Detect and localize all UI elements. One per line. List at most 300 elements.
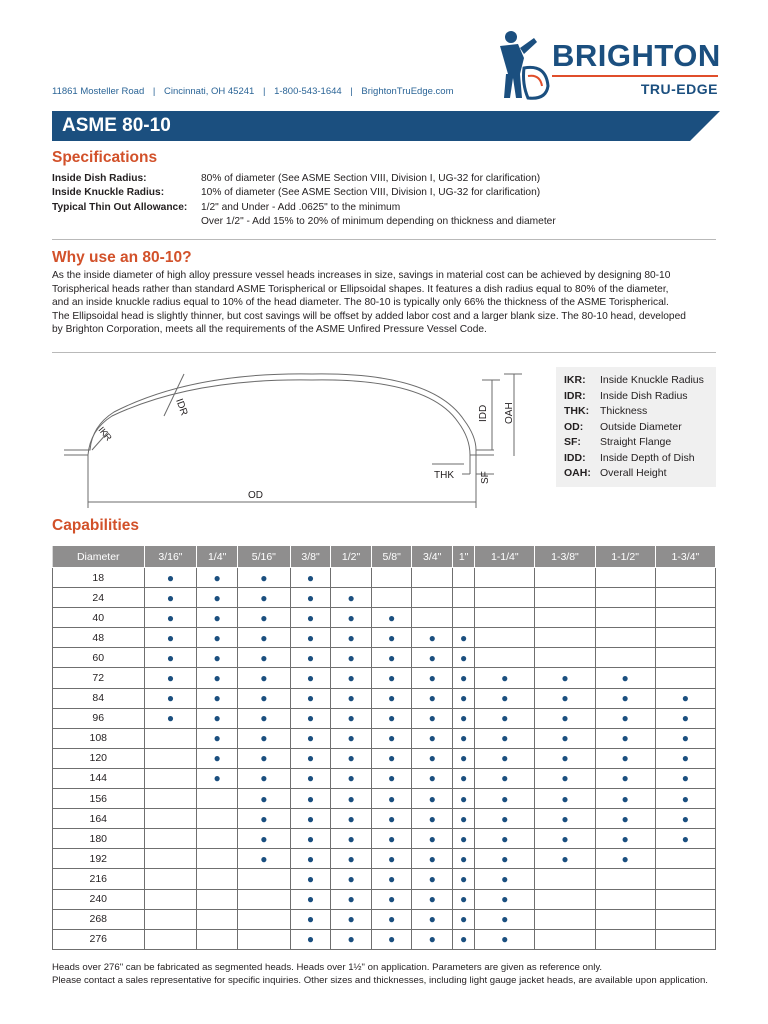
empty-cell: [412, 608, 453, 628]
availability-dot: ●: [535, 768, 595, 788]
empty-cell: [144, 768, 197, 788]
availability-dot: ●: [331, 909, 372, 929]
diameter-cell: 48: [53, 628, 145, 648]
availability-dot: ●: [197, 608, 238, 628]
availability-dot: ●: [197, 688, 238, 708]
why-line: and an inside knuckle radius equal to 10% of the head diameter. The 80-10 is typically only 66% the thickness of the ASME Torispherical.: [52, 297, 669, 308]
specifications-table: [52, 172, 721, 229]
column-header-thickness: 1-1/2": [595, 546, 655, 568]
spec-row: [52, 172, 721, 186]
why-paragraph: [52, 269, 720, 337]
diameter-cell: 156: [53, 789, 145, 809]
legend-key: IDD:: [564, 451, 586, 464]
empty-cell: [655, 909, 715, 929]
availability-dot: ●: [197, 648, 238, 668]
diameter-cell: 108: [53, 728, 145, 748]
availability-dot: ●: [595, 789, 655, 809]
availability-dot: ●: [475, 909, 535, 929]
availability-dot: ●: [331, 608, 372, 628]
availability-dot: ●: [412, 889, 453, 909]
empty-cell: [144, 809, 197, 829]
spec-row: [52, 201, 721, 215]
availability-dot: ●: [290, 829, 331, 849]
why-heading: Why use an 80-10?: [52, 249, 192, 266]
availability-dot: ●: [331, 628, 372, 648]
table-row: [53, 929, 716, 949]
empty-cell: [595, 588, 655, 608]
availability-dot: ●: [237, 789, 290, 809]
availability-dot: ●: [535, 849, 595, 869]
availability-dot: ●: [237, 809, 290, 829]
availability-dot: ●: [655, 829, 715, 849]
empty-cell: [655, 588, 715, 608]
empty-cell: [453, 568, 475, 588]
availability-dot: ●: [453, 829, 475, 849]
availability-dot: ●: [331, 748, 372, 768]
spec-row: [52, 215, 721, 229]
availability-dot: ●: [197, 588, 238, 608]
empty-cell: [535, 608, 595, 628]
availability-dot: ●: [595, 728, 655, 748]
availability-dot: ●: [144, 648, 197, 668]
legend-row: [564, 373, 716, 389]
availability-dot: ●: [237, 628, 290, 648]
availability-dot: ●: [475, 688, 535, 708]
legend-row: [564, 466, 716, 482]
availability-dot: ●: [371, 648, 412, 668]
page-title: ASME 80-10: [62, 115, 171, 136]
contact-line: [52, 86, 453, 97]
availability-dot: ●: [144, 588, 197, 608]
legend-key: SF:: [564, 436, 581, 448]
empty-cell: [237, 889, 290, 909]
empty-cell: [655, 608, 715, 628]
availability-dot: ●: [535, 708, 595, 728]
column-header-thickness: 1/4": [197, 546, 238, 568]
availability-dot: ●: [331, 809, 372, 829]
empty-cell: [595, 568, 655, 588]
empty-cell: [197, 829, 238, 849]
separator: |: [350, 86, 353, 97]
table-row: [53, 869, 716, 889]
table-row: [53, 748, 716, 768]
availability-dot: ●: [655, 809, 715, 829]
availability-dot: ●: [453, 869, 475, 889]
availability-dot: ●: [453, 708, 475, 728]
availability-dot: ●: [331, 768, 372, 788]
availability-dot: ●: [595, 768, 655, 788]
availability-dot: ●: [595, 668, 655, 688]
empty-cell: [535, 568, 595, 588]
availability-dot: ●: [331, 869, 372, 889]
contact-phone[interactable]: 1-800-543-1644: [274, 86, 342, 97]
specifications-heading: Specifications: [52, 149, 158, 166]
availability-dot: ●: [371, 869, 412, 889]
spec-label: Inside Dish Radius:: [52, 173, 147, 184]
availability-dot: ●: [535, 748, 595, 768]
diameter-cell: 240: [53, 889, 145, 909]
availability-dot: ●: [475, 668, 535, 688]
empty-cell: [595, 648, 655, 668]
availability-dot: ●: [290, 648, 331, 668]
spec-label: Typical Thin Out Allowance:: [52, 201, 188, 213]
diameter-cell: 24: [53, 588, 145, 608]
table-row: [53, 708, 716, 728]
availability-dot: ●: [290, 688, 331, 708]
inner-profile: [64, 380, 494, 455]
brand-sub: TRU-EDGE: [640, 81, 718, 97]
empty-cell: [535, 909, 595, 929]
availability-dot: ●: [290, 849, 331, 869]
why-line: The Ellipsoidal head is slightly thinner, but cost savings will be offset by added labor cost and a larger blank size. The 80-10 head, developed: [52, 310, 686, 322]
empty-cell: [655, 889, 715, 909]
spec-value: 10% of diameter (See ASME Section VIII, Division I, UG-32 for clarification): [201, 187, 541, 199]
empty-cell: [595, 608, 655, 628]
availability-dot: ●: [453, 809, 475, 829]
legend-value: Thickness: [600, 405, 648, 417]
availability-dot: ●: [197, 568, 238, 588]
availability-dot: ●: [371, 929, 412, 949]
empty-cell: [595, 929, 655, 949]
empty-cell: [371, 568, 412, 588]
empty-cell: [535, 869, 595, 889]
empty-cell: [412, 588, 453, 608]
availability-dot: ●: [371, 728, 412, 748]
spec-label: [52, 215, 201, 229]
availability-dot: ●: [290, 668, 331, 688]
table-row: [53, 889, 716, 909]
spec-row: [52, 186, 721, 200]
availability-dot: ●: [453, 889, 475, 909]
availability-dot: ●: [475, 809, 535, 829]
availability-dot: ●: [453, 909, 475, 929]
footer-line: Please contact a sales representative for specific inquiries. Other sizes and thicknesses, including light gauge jacket heads, are available upon application.: [52, 975, 708, 986]
legend-value: Inside Knuckle Radius: [600, 374, 704, 386]
empty-cell: [412, 568, 453, 588]
capabilities-table: [52, 545, 716, 950]
empty-cell: [237, 869, 290, 889]
empty-cell: [144, 929, 197, 949]
availability-dot: ●: [331, 829, 372, 849]
empty-cell: [197, 869, 238, 889]
availability-dot: ●: [655, 768, 715, 788]
availability-dot: ●: [412, 688, 453, 708]
availability-dot: ●: [197, 748, 238, 768]
why-line: Torispherical heads rather than standard ASME Torispherical or Ellipsoidal shapes. It features a dish radius equal to 80% of the diameter,: [52, 283, 669, 295]
availability-dot: ●: [535, 829, 595, 849]
empty-cell: [144, 889, 197, 909]
availability-dot: ●: [371, 748, 412, 768]
empty-cell: [237, 929, 290, 949]
availability-dot: ●: [237, 568, 290, 588]
od-label: OD: [248, 490, 263, 501]
idr-label: IDR: [173, 397, 190, 418]
legend-row: [564, 420, 716, 436]
availability-dot: ●: [237, 829, 290, 849]
empty-cell: [475, 568, 535, 588]
empty-cell: [655, 929, 715, 949]
empty-cell: [453, 608, 475, 628]
availability-dot: ●: [331, 688, 372, 708]
availability-dot: ●: [197, 768, 238, 788]
spec-value: 80% of diameter (See ASME Section VIII, Division I, UG-32 for clarification): [201, 173, 541, 184]
diameter-cell: 216: [53, 869, 145, 889]
empty-cell: [197, 809, 238, 829]
column-header-thickness: 5/16": [237, 546, 290, 568]
availability-dot: ●: [290, 728, 331, 748]
availability-dot: ●: [412, 728, 453, 748]
availability-dot: ●: [197, 668, 238, 688]
empty-cell: [197, 849, 238, 869]
table-row: [53, 809, 716, 829]
availability-dot: ●: [595, 748, 655, 768]
legend-key: IKR:: [564, 374, 586, 386]
availability-dot: ●: [290, 748, 331, 768]
availability-dot: ●: [412, 849, 453, 869]
empty-cell: [655, 849, 715, 869]
legend-value: Overall Height: [600, 467, 667, 479]
availability-dot: ●: [475, 929, 535, 949]
availability-dot: ●: [144, 668, 197, 688]
footer-line: Heads over 276" can be fabricated as segmented heads. Heads over 1½" on application. Parameters are given as reference only.: [52, 962, 603, 973]
why-line: As the inside diameter of high alloy pressure vessel heads increases in size, savings in material cost can be achieved by designing 80-10: [52, 270, 671, 281]
table-row: [53, 648, 716, 668]
empty-cell: [331, 568, 372, 588]
empty-cell: [144, 728, 197, 748]
blacksmith-figure-icon: [494, 28, 550, 102]
availability-dot: ●: [290, 789, 331, 809]
availability-dot: ●: [331, 588, 372, 608]
column-header-thickness: 3/8": [290, 546, 331, 568]
column-header-thickness: 3/16": [144, 546, 197, 568]
table-row: [53, 909, 716, 929]
availability-dot: ●: [144, 608, 197, 628]
brighton-logo: [494, 26, 720, 106]
diameter-cell: 84: [53, 688, 145, 708]
brand-name: BRIGHTON: [552, 38, 721, 73]
availability-dot: ●: [412, 789, 453, 809]
availability-dot: ●: [144, 688, 197, 708]
availability-dot: ●: [412, 628, 453, 648]
empty-cell: [595, 909, 655, 929]
empty-cell: [197, 889, 238, 909]
availability-dot: ●: [412, 648, 453, 668]
availability-dot: ●: [144, 628, 197, 648]
contact-address: 11861 Mosteller Road: [52, 86, 145, 97]
availability-dot: ●: [331, 668, 372, 688]
legend-row: [564, 389, 716, 405]
empty-cell: [535, 628, 595, 648]
legend-row: [564, 435, 716, 451]
availability-dot: ●: [290, 909, 331, 929]
availability-dot: ●: [535, 809, 595, 829]
availability-dot: ●: [290, 568, 331, 588]
availability-dot: ●: [290, 628, 331, 648]
availability-dot: ●: [475, 889, 535, 909]
diameter-cell: 96: [53, 708, 145, 728]
availability-dot: ●: [237, 608, 290, 628]
spec-label: Inside Knuckle Radius:: [52, 187, 165, 199]
divider: [52, 352, 716, 353]
diameter-cell: 192: [53, 849, 145, 869]
legend-key: OAH:: [564, 467, 591, 479]
title-banner: [52, 111, 720, 141]
why-line: by Brighton Corporation, meets all the requirements of the ASME Unfired Pressure Vessel Code.: [52, 324, 487, 335]
empty-cell: [475, 588, 535, 608]
outer-profile: [64, 374, 494, 450]
diameter-cell: 268: [53, 909, 145, 929]
availability-dot: ●: [655, 728, 715, 748]
availability-dot: ●: [331, 728, 372, 748]
spec-value: Over 1/2" - Add 15% to 20% of minimum depending on thickness and diameter: [201, 215, 556, 227]
availability-dot: ●: [453, 628, 475, 648]
empty-cell: [144, 789, 197, 809]
availability-dot: ●: [290, 608, 331, 628]
availability-dot: ●: [371, 829, 412, 849]
empty-cell: [535, 648, 595, 668]
diameter-cell: 144: [53, 768, 145, 788]
empty-cell: [475, 628, 535, 648]
empty-cell: [453, 588, 475, 608]
availability-dot: ●: [655, 688, 715, 708]
legend-row: [564, 404, 716, 420]
availability-dot: ●: [412, 748, 453, 768]
head-diagram: [52, 360, 552, 510]
empty-cell: [655, 628, 715, 648]
empty-cell: [475, 648, 535, 668]
spec-value: 1/2" and Under - Add .0625" to the minimum: [201, 201, 401, 213]
availability-dot: ●: [237, 668, 290, 688]
availability-dot: ●: [237, 768, 290, 788]
availability-dot: ●: [371, 768, 412, 788]
empty-cell: [144, 849, 197, 869]
empty-cell: [144, 869, 197, 889]
empty-cell: [535, 929, 595, 949]
capabilities-heading: Capabilities: [52, 517, 139, 534]
empty-cell: [655, 869, 715, 889]
empty-cell: [237, 909, 290, 929]
availability-dot: ●: [237, 748, 290, 768]
availability-dot: ●: [371, 909, 412, 929]
availability-dot: ●: [371, 789, 412, 809]
availability-dot: ●: [453, 768, 475, 788]
column-header-diameter: Diameter: [53, 546, 145, 568]
availability-dot: ●: [371, 628, 412, 648]
empty-cell: [197, 909, 238, 929]
column-header-thickness: 1-1/4": [475, 546, 535, 568]
availability-dot: ●: [453, 849, 475, 869]
empty-cell: [655, 568, 715, 588]
availability-dot: ●: [290, 929, 331, 949]
availability-dot: ●: [290, 889, 331, 909]
availability-dot: ●: [237, 708, 290, 728]
availability-dot: ●: [144, 568, 197, 588]
empty-cell: [535, 889, 595, 909]
availability-dot: ●: [371, 708, 412, 728]
availability-dot: ●: [535, 668, 595, 688]
empty-cell: [371, 588, 412, 608]
empty-cell: [144, 909, 197, 929]
column-header-thickness: 3/4": [412, 546, 453, 568]
idd-label: IDD: [478, 404, 489, 422]
availability-dot: ●: [535, 789, 595, 809]
diameter-cell: 180: [53, 829, 145, 849]
availability-dot: ●: [331, 708, 372, 728]
footer-notes: [52, 961, 732, 987]
availability-dot: ●: [655, 708, 715, 728]
availability-dot: ●: [331, 849, 372, 869]
diameter-cell: 60: [53, 648, 145, 668]
availability-dot: ●: [331, 889, 372, 909]
availability-dot: ●: [475, 768, 535, 788]
availability-dot: ●: [331, 929, 372, 949]
availability-dot: ●: [331, 648, 372, 668]
diameter-cell: 120: [53, 748, 145, 768]
table-row: [53, 829, 716, 849]
availability-dot: ●: [453, 929, 475, 949]
availability-dot: ●: [371, 889, 412, 909]
availability-dot: ●: [290, 869, 331, 889]
availability-dot: ●: [453, 748, 475, 768]
empty-cell: [655, 648, 715, 668]
column-header-thickness: 5/8": [371, 546, 412, 568]
legend-value: Outside Diameter: [600, 420, 682, 433]
legend-key: OD:: [564, 420, 584, 433]
column-header-thickness: 1-3/4": [655, 546, 715, 568]
oah-label: OAH: [504, 402, 515, 424]
availability-dot: ●: [412, 768, 453, 788]
availability-dot: ●: [453, 688, 475, 708]
availability-dot: ●: [331, 789, 372, 809]
availability-dot: ●: [237, 849, 290, 869]
availability-dot: ●: [453, 728, 475, 748]
separator: |: [262, 86, 266, 97]
availability-dot: ●: [595, 809, 655, 829]
contact-website[interactable]: BrightonTruEdge.com: [361, 86, 454, 97]
diameter-cell: 40: [53, 608, 145, 628]
availability-dot: ●: [412, 708, 453, 728]
availability-dot: ●: [475, 789, 535, 809]
table-row: [53, 608, 716, 628]
availability-dot: ●: [595, 688, 655, 708]
availability-dot: ●: [197, 708, 238, 728]
availability-dot: ●: [535, 728, 595, 748]
table-row: [53, 728, 716, 748]
availability-dot: ●: [237, 728, 290, 748]
empty-cell: [535, 588, 595, 608]
brand-rule: [552, 75, 718, 77]
availability-dot: ●: [453, 668, 475, 688]
availability-dot: ●: [412, 869, 453, 889]
column-header-thickness: 1": [453, 546, 475, 568]
sf-label: SF: [480, 471, 491, 484]
legend-value: Inside Depth of Dish: [600, 451, 695, 464]
table-row: [53, 688, 716, 708]
empty-cell: [595, 889, 655, 909]
availability-dot: ●: [412, 909, 453, 929]
availability-dot: ●: [371, 668, 412, 688]
availability-dot: ●: [412, 668, 453, 688]
availability-dot: ●: [535, 688, 595, 708]
availability-dot: ●: [475, 708, 535, 728]
thk-label: THK: [434, 470, 454, 481]
availability-dot: ●: [237, 688, 290, 708]
availability-dot: ●: [475, 849, 535, 869]
availability-dot: ●: [290, 809, 331, 829]
table-row: [53, 628, 716, 648]
availability-dot: ●: [290, 708, 331, 728]
empty-cell: [655, 668, 715, 688]
